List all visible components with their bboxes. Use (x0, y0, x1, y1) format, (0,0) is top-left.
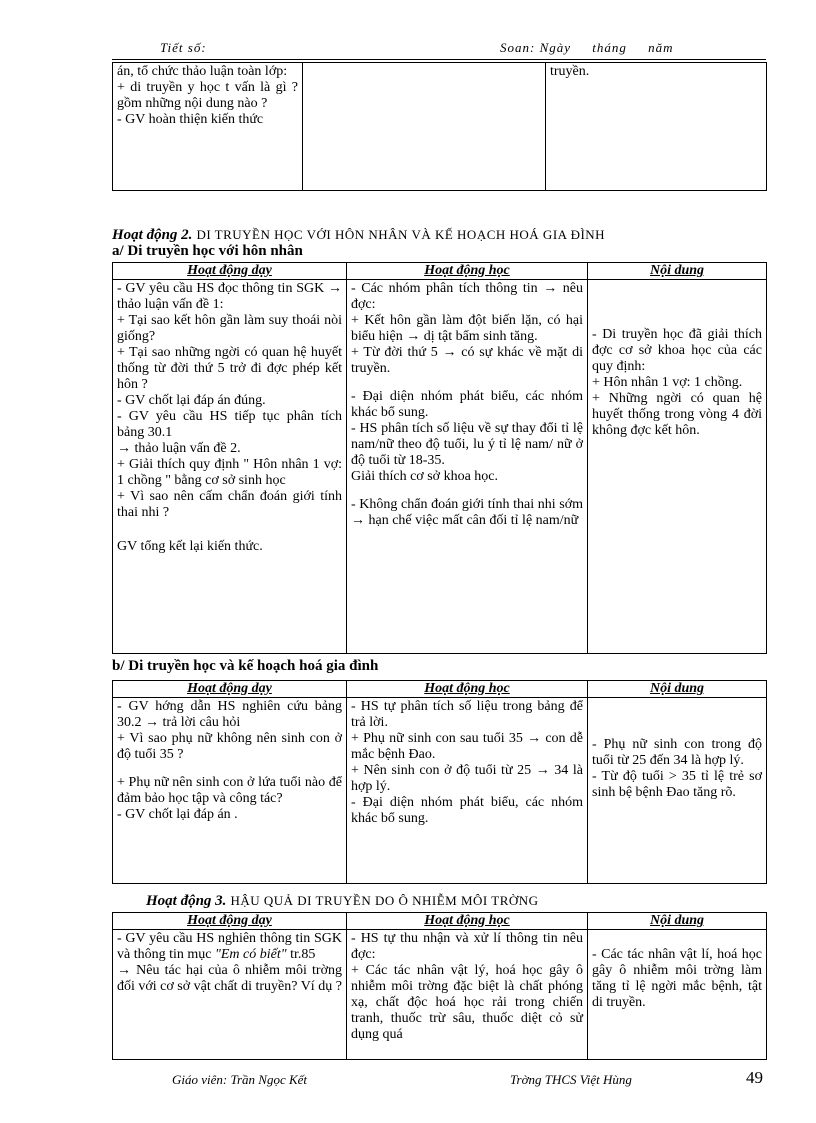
teaching-line: GV tổng kết lại kiến thức. (117, 539, 263, 554)
marriage-genetics-table (112, 262, 767, 654)
teaching-activity-cell (113, 280, 347, 654)
teaching-text: - GV yêu cầu HS nghiên thông tin SGK và thông tin mục (117, 931, 342, 962)
column-header-learning: Hoạt động học (347, 913, 588, 930)
teaching-line: - GV hớng dẫn HS nghiên cứu bảng 30.2 → trả lời câu hỏi (117, 699, 342, 730)
content-cell (588, 930, 767, 1060)
learning-line: - HS tự phân tích số liệu trong bảng để trả lời. (351, 699, 583, 730)
teaching-line: + Vì sao phụ nữ không nên sinh con ở độ tuổi 35 ? (117, 731, 342, 762)
activity-3-heading (146, 892, 539, 910)
continued-activity-table (112, 62, 767, 191)
teaching-line: + Phụ nữ nên sinh con ở lứa tuổi nào để đảm bảo học tập và công tác? (117, 775, 342, 806)
learning-activity-cell (347, 930, 588, 1060)
activity-3-label: Hoạt động 3. (146, 893, 227, 909)
family-planning-table (112, 680, 767, 884)
page-reference: tr.85 (290, 947, 316, 962)
activity-2-heading (112, 226, 605, 244)
em-co-biet-reference: "Em có biết" (215, 947, 287, 962)
teaching-line: + Tại sao những ngời có quan hệ huyết thống từ đời thứ 5 trở đi đợc phép kết hôn ? (117, 345, 342, 392)
continued-teaching-line: + di truyền y học t vấn là gì ? gồm những nội dung nào ? (117, 80, 298, 111)
school-name: Trờng THCS Việt Hùng (510, 1072, 632, 1087)
teaching-line: - GV yêu cầu HS đọc thông tin SGK → thảo luận vấn đề 1: (117, 281, 342, 312)
teaching-line: + Tại sao kết hôn gần làm suy thoái nòi giống? (117, 313, 342, 344)
content-line: - Di truyền học đã giải thích đợc cơ sở khoa học của các quy định: (592, 327, 762, 374)
content-cell (588, 280, 767, 654)
learning-line: - Các nhóm phân tích thông tin → nêu đợc: (351, 281, 583, 312)
content-line: - Phụ nữ sinh con trong độ tuổi từ 25 đến 34 là hợp lý. (592, 737, 762, 768)
continued-content-cell (546, 63, 767, 191)
teaching-activity-cell (113, 698, 347, 884)
continued-teaching-line: - GV hoàn thiện kiến thức (117, 112, 264, 127)
activity-3-title: HẬU QUẢ DI TRUYỀN DO Ô NHIỄM MÔI TRỜNG (230, 893, 539, 908)
column-header-content: Nội dung (588, 681, 767, 698)
activity-2-label: Hoạt động 2. (112, 227, 193, 243)
teaching-line: + Vì sao nên cấm chẩn đoán giới tính thai nhi ? (117, 489, 342, 520)
content-line: - Từ độ tuổi > 35 tỉ lệ trẻ sơ sinh bệ bệnh Đao tăng rõ. (592, 769, 762, 800)
content-line: + Hôn nhân 1 vợ: 1 chồng. (592, 375, 743, 390)
learning-line: + Kết hôn gần làm đột biến lặn, có hại biểu hiện → dị tật bẩm sinh tăng. (351, 313, 583, 344)
learning-line: - Đại diện nhóm phát biểu, các nhóm khác bổ sung. (351, 795, 583, 826)
teaching-line: → thảo luận vấn đề 2. (117, 441, 241, 456)
content-cell (588, 698, 767, 884)
teacher-name: Giáo viên: Trần Ngọc Kết (172, 1072, 308, 1087)
column-header-learning: Hoạt động học (347, 681, 588, 698)
learning-line: - Không chẩn đoán giới tính thai nhi sớm → hạn chế việc mất cân đối tỉ lệ nam/nữ (351, 497, 583, 528)
learning-line: Giải thích cơ sở khoa học. (351, 469, 498, 484)
column-header-teaching: Hoạt động dạy (113, 681, 347, 698)
activity-2-title: DI TRUYỀN HỌC VỚI HÔN NHÂN VÀ KẾ HOẠCH HOÁ GIA ĐÌNH (196, 227, 606, 242)
teaching-line: → Nêu tác hại của ô nhiễm môi trờng đối với cơ sở vật chất di truyền? Ví dụ ? (117, 963, 342, 994)
teaching-line (117, 931, 342, 963)
teaching-line: - GV chốt lại đáp án . (117, 807, 238, 822)
learning-line: - Đại diện nhóm phát biểu, các nhóm khác bổ sung. (351, 389, 583, 420)
continued-content-line: truyền. (550, 64, 590, 79)
learning-activity-cell (347, 280, 588, 654)
page-number: 49 (746, 1068, 763, 1087)
column-header-teaching: Hoạt động dạy (113, 913, 347, 930)
continued-teaching-cell (113, 63, 303, 191)
teaching-activity-cell (113, 930, 347, 1060)
lesson-number-label: Tiết số: (160, 40, 207, 55)
learning-line: + Nên sinh con ở độ tuổi từ 25 → 34 là hợp lý. (351, 763, 583, 794)
column-header-content: Nội dung (588, 913, 767, 930)
section-a-title: a/ Di truyền học với hôn nhân (112, 243, 303, 259)
continued-learning-cell (303, 63, 546, 191)
learning-activity-cell (347, 698, 588, 884)
learning-line: + Các tác nhân vật lý, hoá học gây ô nhiễm môi trờng đặc biệt là chất phóng xạ, chất độc hoá học rải trong chiến tranh, thuốc trừ sâu, thuốc diệt cỏ sử dụng quá (351, 963, 583, 1042)
column-header-content: Nội dung (588, 263, 767, 280)
column-header-learning: Hoạt động học (347, 263, 588, 280)
learning-line: - HS phân tích số liệu về sự thay đổi tỉ lệ nam/nữ theo độ tuổi, lu ý tỉ lệ nam/ nữ ở độ tuổi từ 18-35. (351, 421, 583, 468)
content-line: - Các tác nhân vật lí, hoá học gây ô nhiễm môi trờng làm tăng tỉ lệ ngời mắc bệnh, tật di truyền. (592, 947, 762, 1010)
column-header-teaching: Hoạt động dạy (113, 263, 347, 280)
continued-teaching-line: án, tổ chức thảo luận toàn lớp: (117, 64, 288, 79)
learning-line: + Phụ nữ sinh con sau tuổi 35 → con dễ mắc bệnh Đao. (351, 731, 583, 762)
teaching-line: + Giải thích quy định " Hôn nhân 1 vợ: 1 chồng " bằng cơ sở sinh học (117, 457, 342, 488)
content-line: + Những ngời có quan hệ huyết thống trong vòng 4 đời không đợc kết hôn. (592, 391, 762, 438)
header-rule (112, 59, 766, 60)
teaching-line: - GV yêu cầu HS tiếp tục phân tích bảng 30.1 (117, 409, 342, 440)
learning-line: + Từ đời thứ 5 → có sự khác về mặt di truyền. (351, 345, 583, 376)
learning-line: - HS tự thu nhận và xử lí thông tin nêu đợc: (351, 931, 583, 962)
section-b-title: b/ Di truyền học và kế hoạch hoá gia đình (112, 658, 379, 674)
preparation-date-label: Soan: Ngày tháng năm (500, 40, 674, 55)
teaching-line: - GV chốt lại đáp án đúng. (117, 393, 266, 408)
pollution-genetics-table (112, 912, 767, 1060)
